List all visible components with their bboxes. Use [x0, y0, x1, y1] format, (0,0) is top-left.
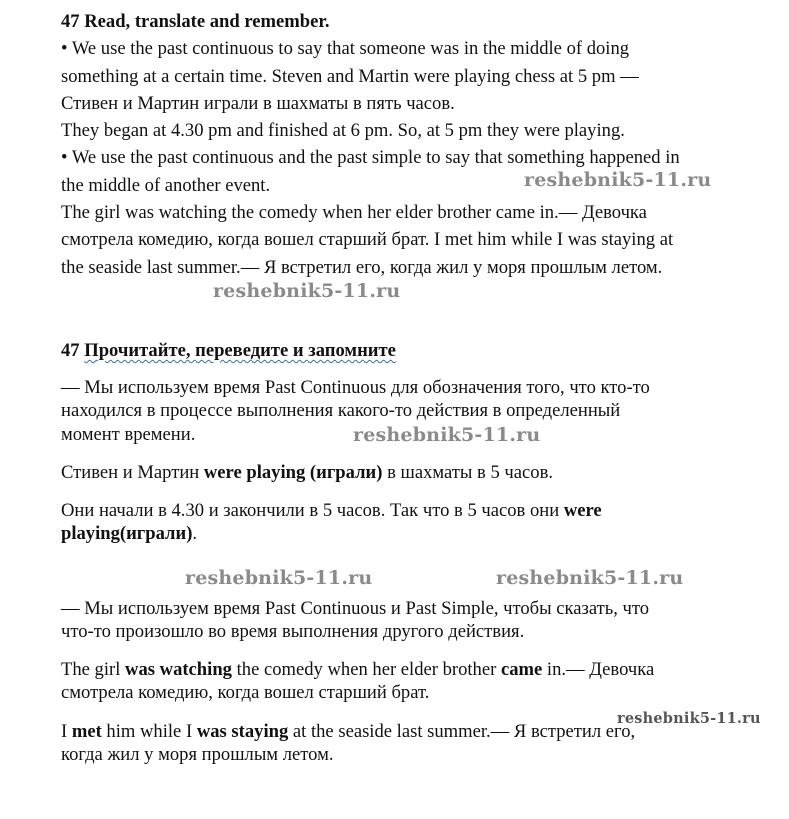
- bold-phrase: was watching: [125, 659, 232, 680]
- text-fragment: in.— Девочка: [542, 659, 655, 680]
- watermark: reshebnik5-11.ru: [617, 710, 761, 727]
- text-line: The girl was watching the comedy when her elder brother came in.— Девочка: [61, 202, 647, 224]
- text-fragment: him while I: [101, 721, 197, 742]
- watermark: reshebnik5-11.ru: [524, 169, 712, 191]
- text-fragment: The girl: [61, 659, 126, 680]
- text-line: Стивен и Мартин играли в шахматы в пять часов.: [61, 92, 455, 114]
- russian-paragraph-5: [61, 658, 654, 705]
- heading-number: 47: [61, 340, 80, 361]
- russian-paragraph-2: [61, 461, 553, 484]
- text-line: They began at 4.30 pm and finished at 6 pm. So, at 5 pm they were playing.: [61, 120, 625, 142]
- russian-heading: [61, 339, 396, 362]
- bold-phrase: playing(играли): [61, 523, 193, 545]
- text-line: — Мы используем время Past Continuous и Past Simple, чтобы сказать, что: [61, 598, 650, 619]
- text-fragment: the comedy when her elder brother: [231, 659, 501, 680]
- text-fragment: I: [61, 721, 72, 742]
- bold-phrase: were: [563, 500, 602, 521]
- text-fragment: Стивен и Мартин: [61, 462, 204, 483]
- text-line: смотрела комедию, когда вошел старший брат. I met him while I was staying at: [61, 229, 674, 251]
- text-line: — Мы используем время Past Continuous для обозначения того, что кто-то: [61, 377, 650, 398]
- text-line: the middle of another event.: [61, 174, 271, 196]
- exercise-heading: 47 Read, translate and remember.: [61, 11, 330, 32]
- bold-phrase: were playing (играли): [203, 462, 383, 483]
- text-line: что-то произошло во время выполнения другого действия.: [61, 621, 525, 643]
- text-fragment: at the seaside last summer.— Я встретил его,: [288, 721, 636, 742]
- russian-paragraph-6: [61, 720, 635, 767]
- text-line: the seaside last summer.— Я встретил его, когда жил у моря прошлым летом.: [61, 256, 663, 278]
- text-line: • We use the past continuous and the past simple to say that something happened in: [61, 147, 680, 169]
- text-line: когда жил у моря прошлым летом.: [61, 744, 334, 766]
- bold-phrase: was staying: [196, 721, 289, 742]
- watermark: reshebnik5-11.ru: [213, 280, 401, 302]
- text-line: something at a certain time. Steven and Martin were playing chess at 5 pm —: [61, 65, 639, 87]
- text-line: находился в процессе выполнения какого-то действия в определенный: [61, 400, 621, 422]
- english-section: [61, 8, 680, 281]
- heading-text: Прочитайте, переведите и запомните: [84, 340, 396, 361]
- watermark: reshebnik5-11.ru: [353, 424, 541, 446]
- russian-paragraph-3: [61, 499, 602, 546]
- watermark: reshebnik5-11.ru: [496, 567, 684, 589]
- text-fragment: Они начали в 4.30 и закончили в 5 часов. Так что в 5 часов они: [61, 500, 564, 521]
- text-line: момент времени.: [61, 423, 196, 445]
- text-fragment: в шахматы в 5 часов.: [382, 462, 553, 483]
- text-line: • We use the past continuous to say that someone was in the middle of doing: [61, 38, 630, 60]
- text-fragment: .: [192, 523, 198, 545]
- bold-phrase: met: [71, 721, 102, 742]
- watermark: reshebnik5-11.ru: [185, 567, 373, 589]
- text-line: смотрела комедию, когда вошел старший брат.: [61, 682, 430, 704]
- bold-phrase: came: [500, 659, 543, 680]
- russian-paragraph-4: [61, 597, 649, 644]
